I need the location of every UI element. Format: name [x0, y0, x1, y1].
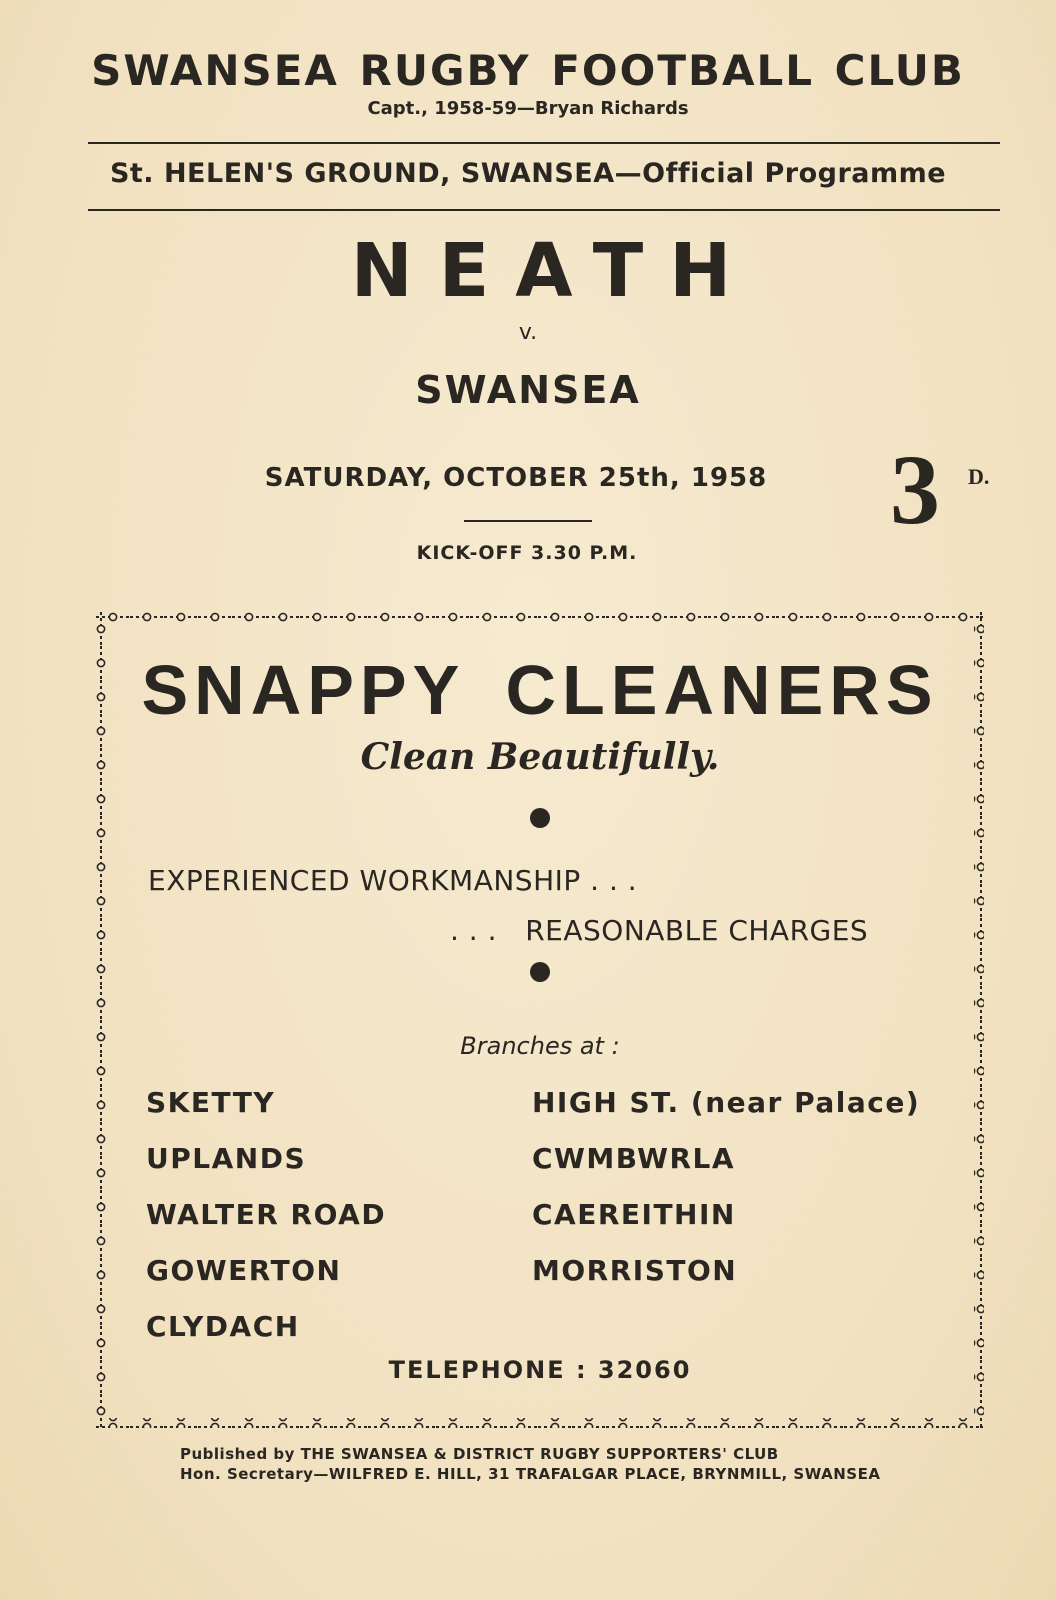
branch-item: CLYDACH — [146, 1310, 300, 1343]
versus-label: v. — [518, 320, 538, 345]
home-team: NEATH — [350, 228, 758, 314]
top-rule — [88, 142, 1000, 144]
price-unit: D. — [968, 464, 990, 489]
branch-item: MORRISTON — [532, 1254, 738, 1287]
branch-item: CAEREITHIN — [532, 1198, 736, 1231]
hon-secretary: Hon. Secretary—WILFRED E. HILL, 31 TRAFALGAR PLACE, BRYNMILL, SWANSEA — [180, 1465, 881, 1483]
branch-item: HIGH ST. (near Palace) — [532, 1086, 921, 1119]
second-rule — [88, 209, 1000, 211]
price-value: 3 — [890, 434, 940, 545]
snappy-cleaners-advert — [96, 612, 984, 1428]
advert-title: SNAPPY CLEANERS — [141, 651, 939, 729]
branch-item: UPLANDS — [146, 1142, 307, 1175]
published-by: Published by THE SWANSEA & DISTRICT RUGBY SUPPORTERS' CLUB — [180, 1445, 779, 1463]
branches-left-column — [146, 1086, 386, 1366]
workmanship-line: EXPERIENCED WORKMANSHIP . . . — [148, 864, 638, 897]
publisher-footer — [180, 1444, 880, 1484]
bullet-dot — [530, 962, 550, 982]
branches-heading: Branches at : — [460, 1032, 620, 1060]
captain-line: Capt., 1958-59—Bryan Richards — [367, 98, 689, 119]
club-name: SWANSEA RUGBY FOOTBALL CLUB — [91, 46, 965, 95]
away-team: SWANSEA — [415, 368, 641, 412]
branch-item: GOWERTON — [146, 1254, 342, 1287]
date-rule — [464, 520, 592, 522]
bullet-dot — [530, 808, 550, 828]
branches-right-column — [532, 1086, 920, 1310]
branch-item: SKETTY — [146, 1086, 276, 1119]
advert-slogan: Clean Beautifully. — [360, 736, 720, 778]
kickoff-time: KICK-OFF 3.30 P.M. — [416, 542, 638, 564]
match-date: SATURDAY, OCTOBER 25th, 1958 — [264, 463, 768, 493]
telephone-number: TELEPHONE : 32060 — [388, 1356, 692, 1384]
ground-line: St. HELEN'S GROUND, SWANSEA—Official Programme — [109, 158, 947, 189]
charges-line: . . . REASONABLE CHARGES — [450, 914, 869, 947]
branch-item: CWMBWRLA — [532, 1142, 736, 1175]
branch-item: WALTER ROAD — [146, 1198, 387, 1231]
